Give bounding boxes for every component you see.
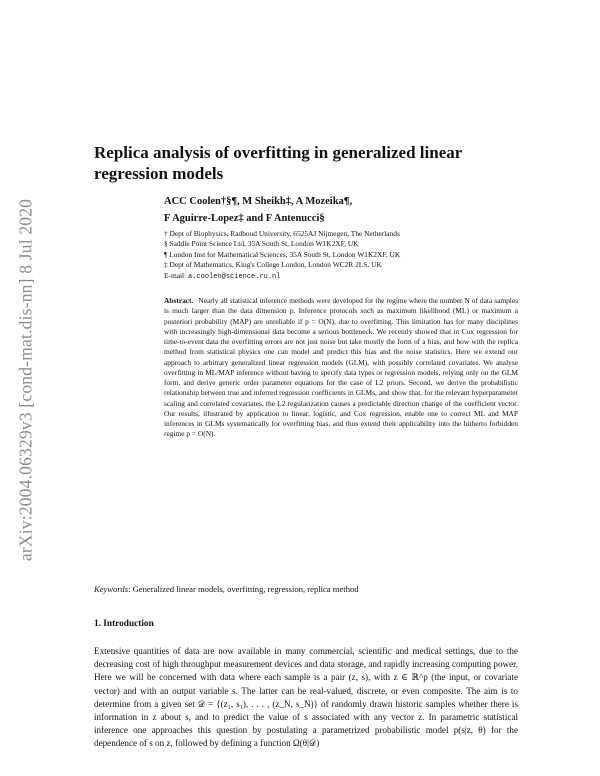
corresponding-email — [164, 271, 280, 281]
affiliation: § Saddle Point Science Ltd, 35A South St, London W1K2XF, UK — [164, 239, 359, 249]
keywords-label: Keywords — [94, 584, 129, 594]
abstract — [164, 296, 518, 440]
introduction-paragraph: Extensive quantities of data are now available in many commercial, scientific and medical settings, due to the decreasing cost of high throughput measurement devices and data storage, and rapidly increasing computing power. Here we will be concerned with data where each sample is a pair (z, s), with z ∈ ℝ^p (the input, or covariate vector) and with an output variable s. The latter can be real-valued, discrete, or even composite. The aim is to determine from a given set 𝒟 = {(z₁, s₁), . . . , (z_N, s_N)} of randomly drawn historic samples whether there is information in z about s, and to predict the value of s associated with any vector z. In parametric statistical inference one approaches this question by postulating a parametrized probabilistic model p(s|z, θ) for the dependence of s on z, followed by defining a function Ω(θ|𝒟) — [94, 646, 518, 749]
arxiv-identifier-stamp — [6, 160, 46, 600]
affiliation: ¶ London Inst for Mathematical Sciences, 35A South St, London W1K2XF, UK — [164, 249, 401, 259]
arxiv-identifier-text: arXiv:2004.06329v3 [cond-mat.dis-nn] 8 Jul 2020 — [15, 198, 36, 562]
section-heading-introduction: 1. Introduction — [94, 619, 154, 629]
authors-line-2: F Aguirre-Lopez‡ and F Antenucci§ — [164, 213, 325, 224]
paper-title: Replica analysis of overfitting in generalized linear regression models — [94, 143, 462, 183]
keywords-line — [94, 584, 359, 594]
email-address[interactable]: a.coolen@science.ru.nl — [188, 273, 281, 281]
affiliation: ‡ Dept of Mathematics, King's College London, London WC2R 2LS, UK — [164, 259, 382, 269]
abstract-text: Nearly all statistical inference methods were developed for the regime where the number N of data samples is much larger than the data dimension p. Inference protocols such as maximum likelihood (ML) or maximum a posteriori probability (MAP) are unreliable if p = O(N), due to overfitting. This limitation has for many disciplines with increasingly high-dimensional data become a serious bottleneck. We recently showed that in Cox regression for time-to-event data the overfitting errors are not just noise but take mostly the form of a bias, and how with the replica method from statistical physics one can model and predict this bias and the noise statistics. Here we extend our approach to arbitrary generalized linear regression models (GLM), with possibly correlated covariates. We analyse overfitting in ML/MAP inference without having to specify data types or regression models, relying only on the GLM form, and derive generic order parameter equations for the case of L2 priors. Second, we derive the probabilistic relationship between true and inferred regression coefficients in GLMs, and show that, for the relevant hyperparameter scaling and correlated covariates, the L2 regularization causes a predictable direction change of the coefficient vector. Our results, illustrated by application to linear, logistic, and Cox regression, enable one to correct ML and MAP inferences in GLMs systematically for overfitting bias, and thus extend their applicability into the hitherto forbidden regime p = O(N). — [164, 296, 518, 439]
keywords-list: : Generalized linear models, overfitting, regression, replica method — [128, 584, 359, 594]
affiliation: † Dept of Biophysics, Radboud University, 6525AJ Nijmegen, The Netherlands — [164, 229, 400, 238]
author-list — [164, 193, 524, 227]
abstract-heading: Abstract. — [164, 296, 194, 305]
authors-line-1: ACC Coolen†§¶, M Sheikh‡, A Mozeika¶, — [164, 196, 353, 207]
email-label: E-mail: — [164, 271, 187, 280]
affiliation-list — [164, 229, 544, 270]
